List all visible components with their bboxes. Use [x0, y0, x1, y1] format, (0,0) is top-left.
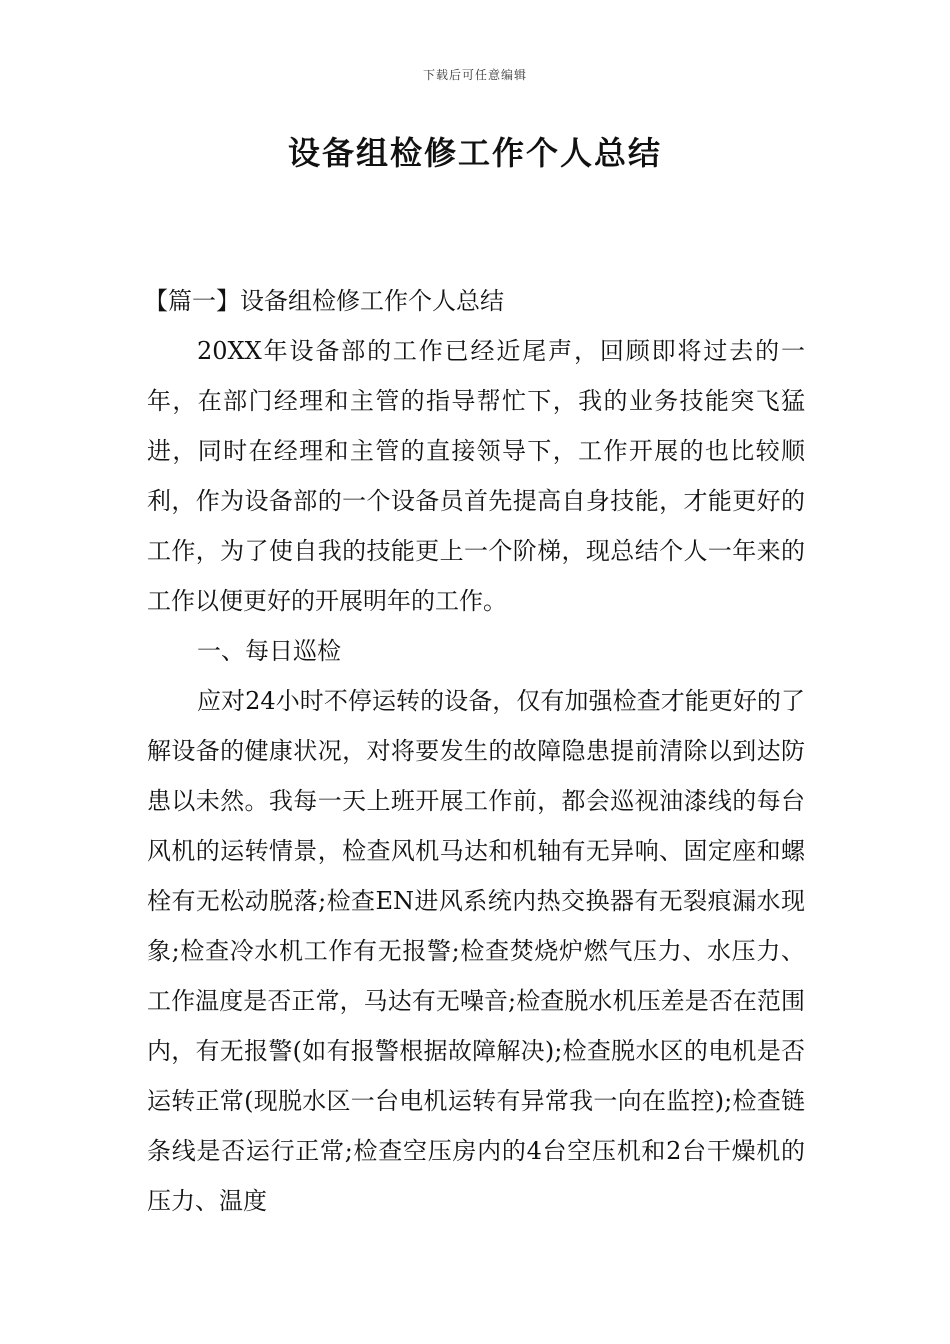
- document-title: 设备组检修工作个人总结: [287, 134, 662, 172]
- subheading-daily-inspection: 一、每日巡检: [197, 637, 341, 665]
- paragraph-daily-inspection: 应对24小时不停运转的设备，仅有加强检查才能更好的了解设备的健康状况，对将要发生的故障隐患提前清除以到达防患以未然。我每一天上班开展工作前，都会巡视油漆线的每台风机的运转情景，检查风机马达和机轴有无异响、固定座和螺栓有无松动脱落;检查EN进风系统内热交换器有无裂痕漏水现象;检查冷水机工作有无报警;检查焚烧炉燃气压力、水压力、工作温度是否正常，马达有无噪音;检查脱水机压差是否在范围内，有无报警(如有报警根据故障解决);检查脱水区的电机是否运转正常(现脱水区一台电机运转有异常我一向在监控);检查链条线是否运行正常;检查空压房内的4台空压机和2台干燥机的压力、温度: [147, 687, 805, 1215]
- section-heading: 【篇一】设备组检修工作个人总结: [144, 287, 504, 315]
- header-note: 下载后可任意编辑: [422, 68, 527, 82]
- document-body: [144, 276, 805, 1226]
- paragraph-intro: 20XX年设备部的工作已经近尾声，回顾即将过去的一年，在部门经理和主管的指导帮忙下，我的业务技能突飞猛进，同时在经理和主管的直接领导下，工作开展的也比较顺利，作为设备部的一个设备员首先提高自身技能，才能更好的工作，为了使自我的技能更上一个阶梯，现总结个人一年来的工作以便更好的开展明年的工作。: [147, 337, 805, 615]
